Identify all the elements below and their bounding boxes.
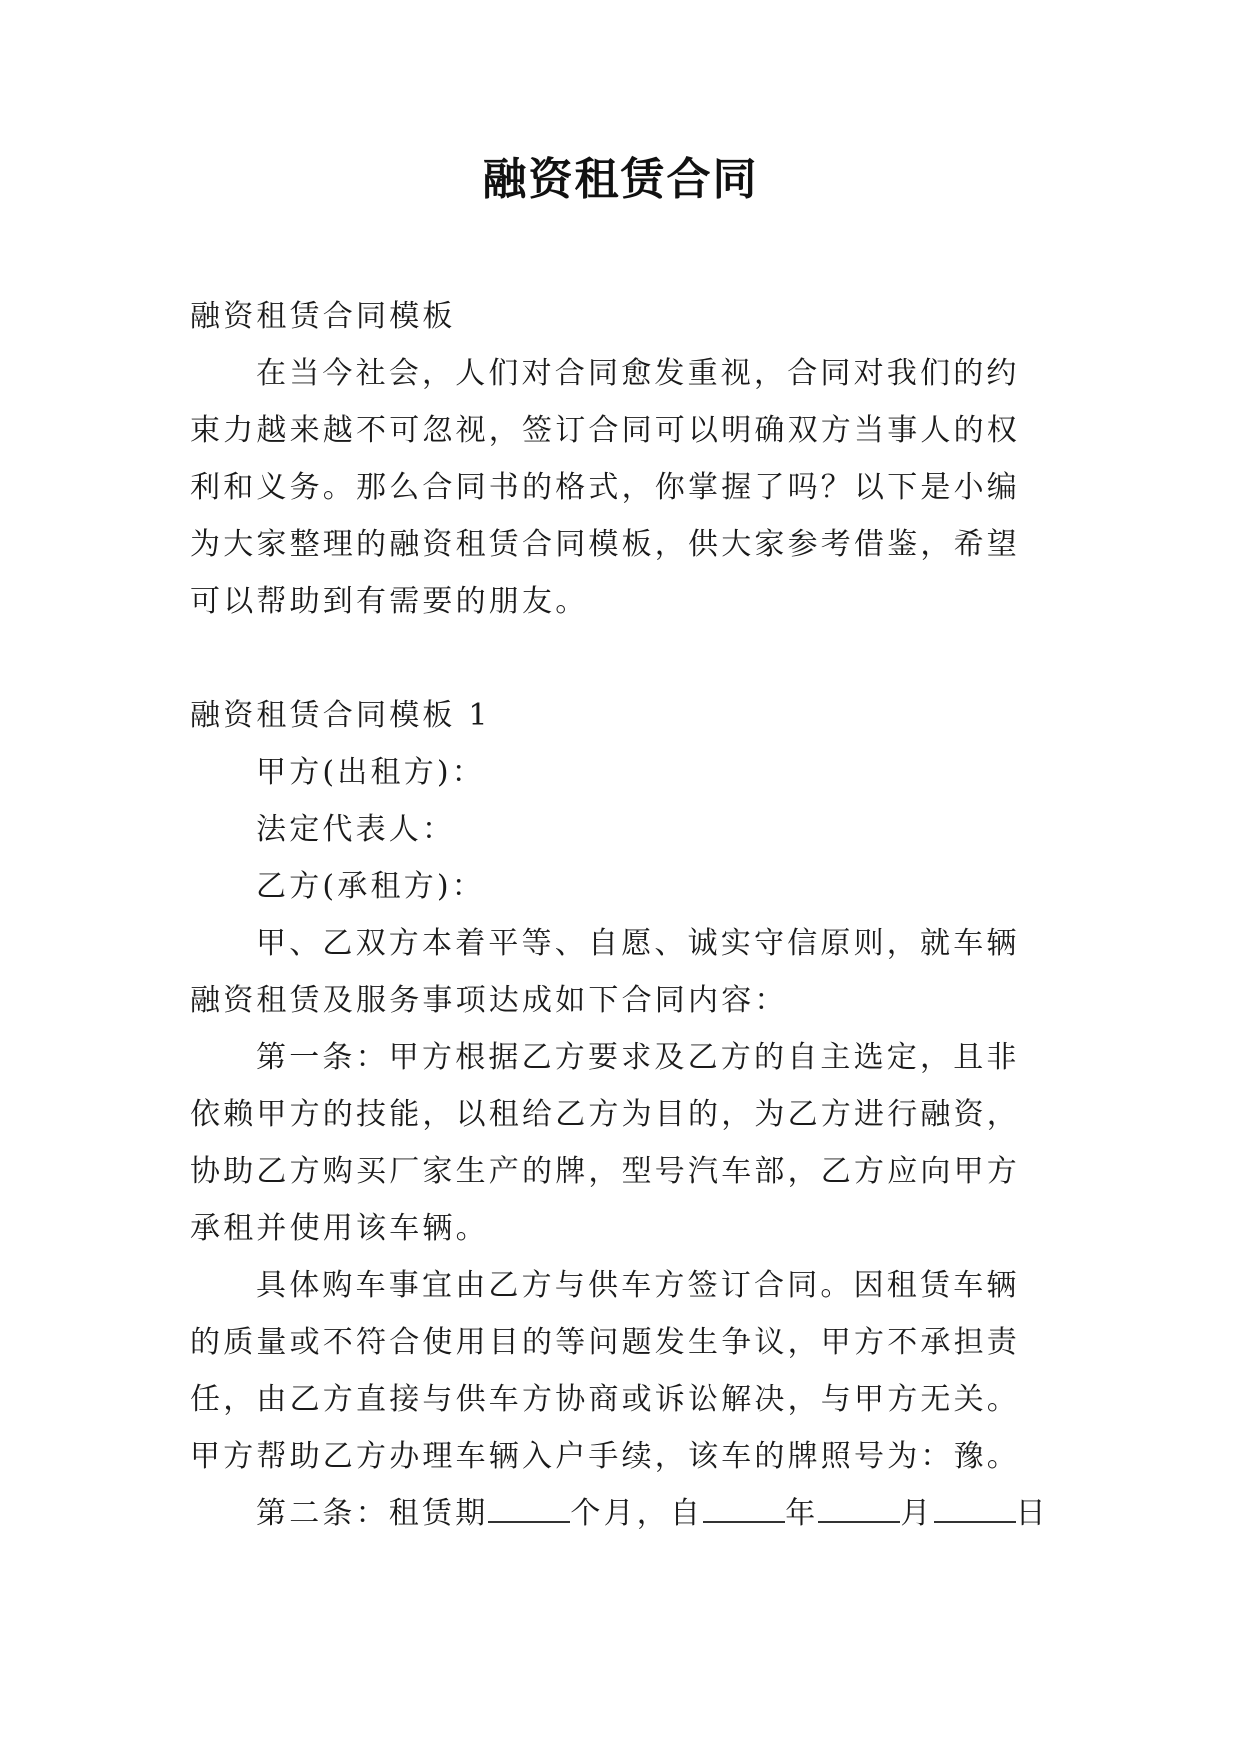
- document-subtitle: 融资租赁合同模板: [190, 299, 456, 334]
- year-blank[interactable]: [703, 1491, 785, 1523]
- legal-representative-line: 法定代表人：: [256, 812, 456, 847]
- article-2-prefix: 第二条：租赁期: [256, 1496, 489, 1531]
- article-2-months-text: 个月，自: [570, 1496, 704, 1531]
- article-1-continued-paragraph: 具体购车事宜由乙方与供车方签订合同。因租赁车辆的质量或不符合使用目的等问题发生争议，甲方不承担责任，由乙方直接与供车方协商或诉讼解决，与甲方无关。甲方帮助乙方办理车辆入户手续，该车的牌照号为：豫。: [190, 1268, 1020, 1474]
- article-2-day-text: 日: [1015, 1496, 1049, 1531]
- article-1-paragraph: 第一条：甲方根据乙方要求及乙方的自主选定，且非依赖甲方的技能，以租给乙方为目的，为乙方进行融资，协助乙方购买厂家生产的牌，型号汽车部，乙方应向甲方承租并使用该车辆。: [190, 1040, 1020, 1246]
- paragraph-spacer: [190, 630, 1052, 687]
- document-title: 融资租赁合同: [482, 154, 759, 205]
- intro-paragraph: 在当今社会，人们对合同愈发重视，合同对我们的约束力越来越不可忽视，签订合同可以明确双方当事人的权利和义务。那么合同书的格式，你掌握了吗？以下是小编为大家整理的融资租赁合同模板，供大家参考借鉴，希望可以帮助到有需要的朋友。: [190, 356, 1020, 619]
- months-blank[interactable]: [488, 1491, 570, 1523]
- article-2-month-text: 月: [900, 1496, 934, 1531]
- article-2-paragraph: [190, 1485, 1052, 1542]
- preamble-paragraph: 甲、乙双方本着平等、自愿、诚实守信原则，就车辆融资租赁及服务事项达成如下合同内容：: [190, 926, 1020, 1018]
- party-b-line: 乙方(承租方)：: [256, 869, 486, 904]
- document-body: [190, 288, 1052, 1542]
- section-heading: 融资租赁合同模板 1: [190, 698, 491, 733]
- month-blank[interactable]: [818, 1491, 900, 1523]
- day-blank[interactable]: [934, 1491, 1016, 1523]
- article-2-year-text: 年: [785, 1496, 819, 1531]
- party-a-line: 甲方(出租方)：: [256, 755, 486, 790]
